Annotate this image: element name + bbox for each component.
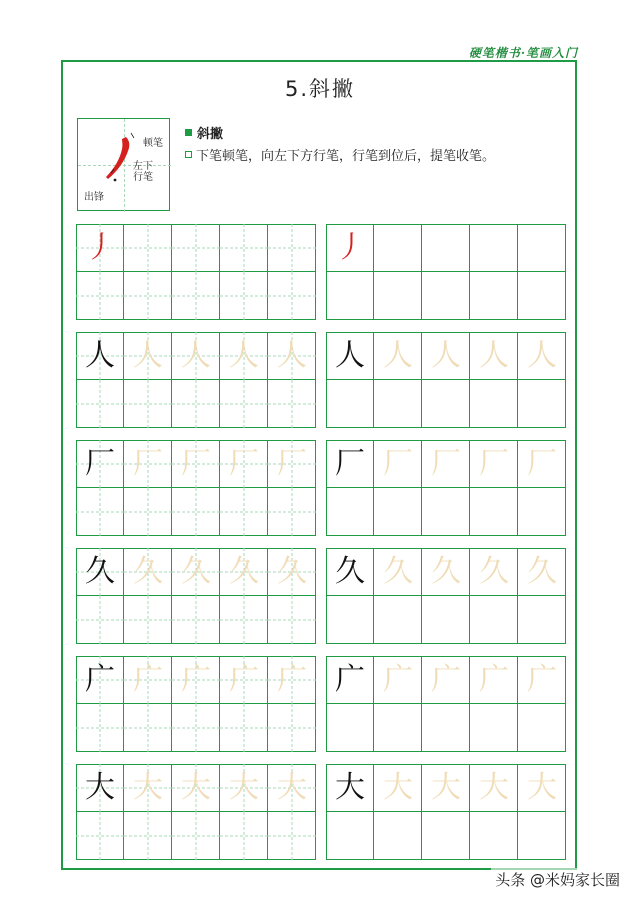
practice-cell[interactable] (76, 440, 124, 488)
practice-cell[interactable] (326, 224, 374, 272)
practice-cell[interactable] (268, 812, 316, 860)
practice-cell[interactable] (326, 596, 374, 644)
cell-guide-lines (268, 596, 316, 644)
practice-panel (76, 440, 316, 536)
practice-cell[interactable] (76, 380, 124, 428)
cell-guide-lines (76, 380, 124, 428)
label-move-2: 行笔 (133, 172, 153, 183)
practice-cell[interactable] (518, 272, 566, 320)
practice-panel (326, 764, 566, 860)
practice-cell[interactable] (172, 332, 220, 380)
practice-cell[interactable] (172, 812, 220, 860)
trace-character: 久 (431, 554, 461, 589)
cell-guide-lines (124, 704, 172, 752)
trace-character: 人 (431, 338, 461, 373)
practice-cell[interactable] (124, 764, 172, 812)
model-character: 久 (335, 554, 365, 589)
model-character: 厂 (335, 446, 365, 481)
practice-cell[interactable] (326, 272, 374, 320)
practice-cell[interactable] (172, 224, 220, 272)
trace-character: 大 (133, 770, 163, 805)
practice-cell[interactable] (518, 812, 566, 860)
practice-cell[interactable] (470, 224, 518, 272)
practice-cell[interactable] (374, 812, 422, 860)
practice-cell[interactable] (220, 704, 268, 752)
practice-cell[interactable] (220, 440, 268, 488)
cell-guide-lines (124, 272, 172, 320)
practice-cell[interactable] (220, 332, 268, 380)
practice-cell[interactable] (268, 272, 316, 320)
trace-character: 大 (479, 770, 509, 805)
practice-cell[interactable] (422, 704, 470, 752)
practice-cell[interactable] (470, 440, 518, 488)
practice-cell[interactable] (470, 812, 518, 860)
practice-cell[interactable] (220, 272, 268, 320)
trace-character: 久 (527, 554, 557, 589)
practice-cell[interactable] (76, 656, 124, 704)
cell-guide-lines (76, 704, 124, 752)
cell-guide-lines (172, 224, 220, 272)
practice-cell[interactable] (326, 704, 374, 752)
practice-cell[interactable] (172, 704, 220, 752)
practice-cell[interactable] (172, 656, 220, 704)
practice-cell[interactable] (518, 380, 566, 428)
practice-cell[interactable] (268, 488, 316, 536)
practice-cell[interactable] (124, 704, 172, 752)
practice-cell[interactable] (518, 224, 566, 272)
practice-cell[interactable] (326, 332, 374, 380)
practice-cell[interactable] (326, 548, 374, 596)
practice-cell[interactable] (374, 332, 422, 380)
trace-character: 厂 (181, 446, 211, 481)
practice-cell[interactable] (268, 548, 316, 596)
model-character: 人 (335, 338, 365, 373)
practice-cell[interactable] (220, 596, 268, 644)
trace-character: 广 (527, 662, 557, 697)
practice-cell[interactable] (374, 764, 422, 812)
trace-character: 久 (133, 554, 163, 589)
trace-character: 厂 (229, 446, 259, 481)
trace-character: 厂 (479, 446, 509, 481)
practice-cell[interactable] (268, 224, 316, 272)
practice-cell[interactable] (268, 704, 316, 752)
practice-cell[interactable] (124, 440, 172, 488)
model-character: 厂 (85, 446, 115, 481)
cell-guide-lines (268, 272, 316, 320)
page-title: 5.斜撇 (284, 77, 356, 101)
cell-guide-lines (220, 380, 268, 428)
model-character: 广 (85, 662, 115, 697)
practice-cell[interactable] (124, 272, 172, 320)
trace-character: 大 (277, 770, 307, 805)
practice-cell[interactable] (124, 656, 172, 704)
practice-cell[interactable] (326, 488, 374, 536)
practice-panel (76, 656, 316, 752)
trace-character: 久 (181, 554, 211, 589)
practice-cell[interactable] (220, 380, 268, 428)
trace-character: 人 (277, 338, 307, 373)
practice-cell[interactable] (76, 596, 124, 644)
practice-cell[interactable] (172, 272, 220, 320)
practice-cell[interactable] (518, 488, 566, 536)
trace-character: 大 (431, 770, 461, 805)
practice-cell[interactable] (76, 548, 124, 596)
practice-cell[interactable] (172, 764, 220, 812)
trace-character: 人 (133, 338, 163, 373)
practice-cell[interactable] (268, 656, 316, 704)
practice-cell[interactable] (422, 656, 470, 704)
practice-panel (326, 656, 566, 752)
practice-cell[interactable] (422, 272, 470, 320)
trace-character: 人 (181, 338, 211, 373)
model-character: 广 (335, 662, 365, 697)
stroke-name: 斜撇 (197, 126, 224, 142)
practice-cell[interactable] (124, 548, 172, 596)
practice-cell[interactable] (374, 380, 422, 428)
cell-guide-lines (220, 596, 268, 644)
practice-cell[interactable] (422, 440, 470, 488)
practice-cell[interactable] (470, 596, 518, 644)
stroke-description (185, 121, 495, 165)
cell-guide-lines (124, 596, 172, 644)
practice-cell[interactable] (220, 548, 268, 596)
practice-cell[interactable] (76, 224, 124, 272)
practice-cell[interactable] (422, 488, 470, 536)
practice-cell[interactable] (124, 812, 172, 860)
series-header: 硬笔楷书·笔画入门 (468, 46, 578, 60)
stroke-demo-box (77, 118, 170, 211)
practice-cell[interactable] (374, 488, 422, 536)
practice-cell[interactable] (220, 812, 268, 860)
trace-character: 久 (277, 554, 307, 589)
cell-guide-lines (268, 704, 316, 752)
practice-cell[interactable] (220, 488, 268, 536)
practice-cell[interactable] (326, 380, 374, 428)
practice-cell[interactable] (470, 272, 518, 320)
cell-guide-lines (124, 488, 172, 536)
practice-cell[interactable] (220, 656, 268, 704)
practice-cell[interactable] (76, 764, 124, 812)
model-character: 久 (85, 554, 115, 589)
trace-character: 人 (527, 338, 557, 373)
cell-guide-lines (172, 704, 220, 752)
practice-panel (326, 224, 566, 320)
practice-cell[interactable] (172, 488, 220, 536)
practice-cell[interactable] (422, 764, 470, 812)
practice-cell[interactable] (470, 548, 518, 596)
trace-character: 广 (383, 662, 413, 697)
cell-guide-lines (76, 272, 124, 320)
trace-character: 厂 (431, 446, 461, 481)
cell-guide-lines (220, 704, 268, 752)
trace-character: 广 (181, 662, 211, 697)
cell-guide-lines (268, 812, 316, 860)
practice-cell[interactable] (374, 596, 422, 644)
practice-cell[interactable] (326, 656, 374, 704)
practice-cell[interactable] (518, 596, 566, 644)
practice-cell[interactable] (326, 764, 374, 812)
practice-cell[interactable] (172, 548, 220, 596)
practice-cell[interactable] (470, 488, 518, 536)
cell-guide-lines (76, 812, 124, 860)
practice-cell[interactable] (326, 812, 374, 860)
practice-cell[interactable] (76, 812, 124, 860)
practice-cell[interactable] (124, 596, 172, 644)
practice-cell[interactable] (518, 332, 566, 380)
practice-cell[interactable] (470, 704, 518, 752)
trace-character: 厂 (133, 446, 163, 481)
trace-character: 厂 (527, 446, 557, 481)
practice-cell[interactable] (470, 332, 518, 380)
practice-cell[interactable] (422, 224, 470, 272)
cell-guide-lines (124, 812, 172, 860)
practice-panel (326, 548, 566, 644)
practice-cell[interactable] (268, 380, 316, 428)
label-out: 出锋 (84, 192, 104, 203)
cell-guide-lines (172, 380, 220, 428)
practice-panel (76, 224, 316, 320)
practice-cell[interactable] (76, 704, 124, 752)
practice-cell[interactable] (220, 764, 268, 812)
trace-character: 广 (479, 662, 509, 697)
practice-cell[interactable] (76, 272, 124, 320)
practice-cell[interactable] (374, 224, 422, 272)
practice-cell[interactable] (124, 380, 172, 428)
practice-cell[interactable] (470, 380, 518, 428)
practice-cell[interactable] (268, 596, 316, 644)
trace-character: 大 (383, 770, 413, 805)
cell-guide-lines (76, 596, 124, 644)
practice-panel (76, 548, 316, 644)
practice-cell[interactable] (76, 488, 124, 536)
cell-guide-lines (220, 488, 268, 536)
practice-cell[interactable] (220, 224, 268, 272)
trace-character: 广 (431, 662, 461, 697)
practice-cell[interactable] (470, 764, 518, 812)
practice-cell[interactable] (326, 440, 374, 488)
practice-cell[interactable] (518, 440, 566, 488)
cell-guide-lines (268, 488, 316, 536)
label-move-1: 左下 (133, 161, 153, 172)
cell-guide-lines (220, 224, 268, 272)
cell-guide-lines (268, 224, 316, 272)
practice-cell[interactable] (422, 596, 470, 644)
practice-cell[interactable] (374, 440, 422, 488)
practice-cell[interactable] (172, 380, 220, 428)
trace-character: 厂 (277, 446, 307, 481)
practice-cell[interactable] (518, 764, 566, 812)
model-character: 丿 (335, 230, 365, 265)
empty-square-icon (185, 151, 192, 158)
cell-guide-lines (124, 380, 172, 428)
practice-panel (76, 332, 316, 428)
cell-guide-lines (172, 812, 220, 860)
practice-cell[interactable] (268, 764, 316, 812)
trace-character: 厂 (383, 446, 413, 481)
trace-character: 久 (229, 554, 259, 589)
cell-guide-lines (268, 380, 316, 428)
trace-character: 广 (277, 662, 307, 697)
practice-cell[interactable] (518, 704, 566, 752)
practice-cell[interactable] (374, 272, 422, 320)
cell-guide-lines (220, 272, 268, 320)
trace-character: 久 (383, 554, 413, 589)
filled-square-icon (185, 129, 192, 136)
model-character: 大 (85, 770, 115, 805)
trace-character: 广 (229, 662, 259, 697)
practice-cell[interactable] (124, 488, 172, 536)
model-character: 人 (85, 338, 115, 373)
trace-character: 人 (479, 338, 509, 373)
practice-cell[interactable] (124, 332, 172, 380)
trace-character: 人 (383, 338, 413, 373)
trace-character: 久 (479, 554, 509, 589)
practice-panel (326, 440, 566, 536)
practice-cell[interactable] (422, 812, 470, 860)
cell-guide-lines (172, 272, 220, 320)
label-dun: 顿笔 (143, 138, 163, 149)
practice-cell[interactable] (172, 596, 220, 644)
trace-character: 人 (229, 338, 259, 373)
trace-character: 大 (527, 770, 557, 805)
practice-cell[interactable] (374, 548, 422, 596)
cell-guide-lines (172, 488, 220, 536)
stroke-instruction: 下笔顿笔，向左下方行笔，行笔到位后，提笔收笔。 (196, 148, 496, 164)
practice-cell[interactable] (76, 332, 124, 380)
practice-cell[interactable] (518, 548, 566, 596)
practice-cell[interactable] (268, 332, 316, 380)
model-character: 大 (335, 770, 365, 805)
trace-character: 广 (133, 662, 163, 697)
practice-panel (326, 332, 566, 428)
practice-cell[interactable] (470, 656, 518, 704)
cell-guide-lines (220, 812, 268, 860)
practice-cell[interactable] (124, 224, 172, 272)
practice-cell[interactable] (172, 440, 220, 488)
trace-character: 大 (181, 770, 211, 805)
trace-character: 大 (229, 770, 259, 805)
practice-cell[interactable] (374, 704, 422, 752)
practice-cell[interactable] (518, 656, 566, 704)
cell-guide-lines (76, 488, 124, 536)
model-character: 丿 (85, 230, 115, 265)
cell-guide-lines (124, 224, 172, 272)
practice-cell[interactable] (422, 548, 470, 596)
watermark: 头条 @米妈家长圈 (491, 868, 624, 891)
practice-panel (76, 764, 316, 860)
cell-guide-lines (172, 596, 220, 644)
practice-cell[interactable] (374, 656, 422, 704)
practice-cell[interactable] (422, 380, 470, 428)
practice-cell[interactable] (268, 440, 316, 488)
practice-cell[interactable] (422, 332, 470, 380)
